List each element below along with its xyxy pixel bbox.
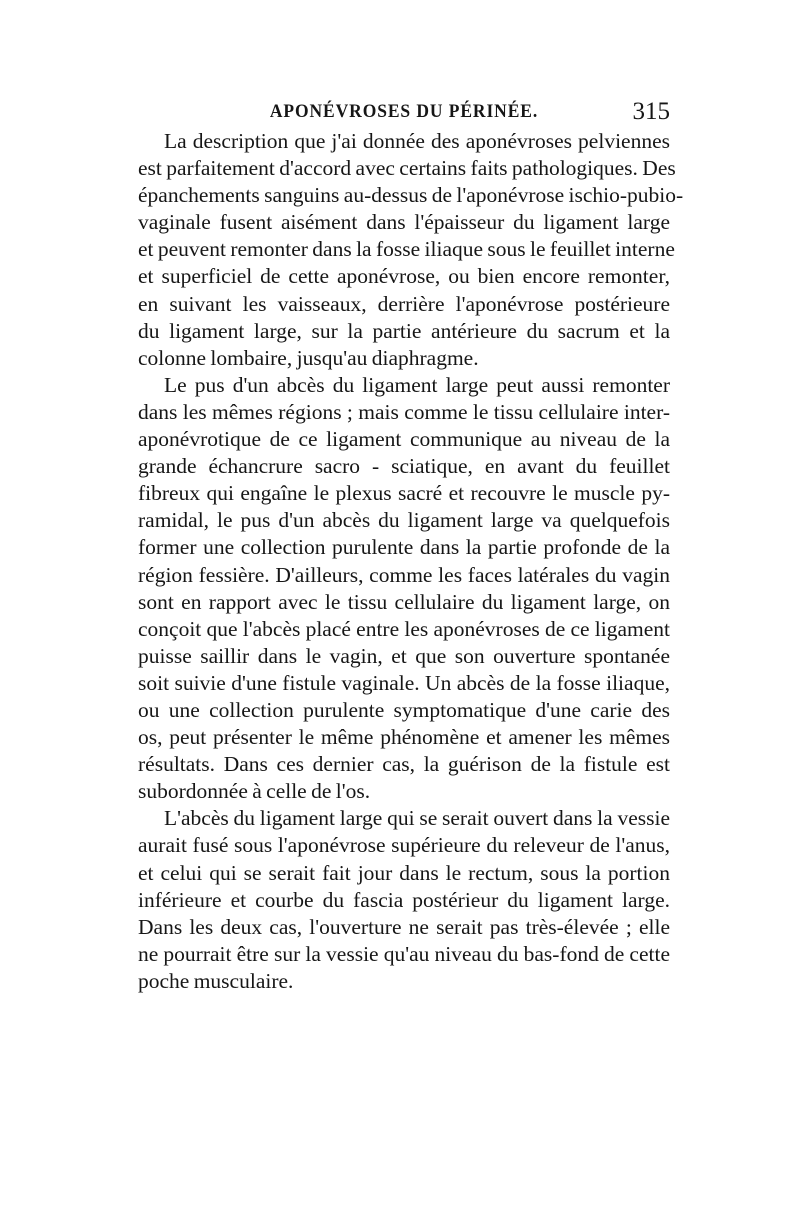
text-line: puisse saillir dans le vagin, et que son ouverture spontanée (138, 643, 670, 668)
text-line: et superficiel de cette aponévrose, ou bien encore remonter, (138, 264, 670, 289)
text-line: résultats. Dans ces dernier cas, la guérison de la fistule est (138, 752, 670, 777)
page-number: 315 (632, 98, 670, 125)
paragraph-2 (138, 372, 670, 806)
text-line: poche musculaire. (138, 968, 294, 993)
text-line: ramidal, le pus d'un abcès du ligament large va quelquefois (138, 508, 670, 533)
text-line: soit suivie d'une fistule vaginale. Un abcès de la fosse iliaque, (138, 670, 670, 695)
text-line: ou une collection purulente symptomatique d'une carie des (138, 697, 670, 722)
paragraph-3 (138, 805, 670, 995)
text-line: sont en rapport avec le tissu cellulaire du ligament large, on (138, 589, 670, 614)
text-line: vaginale fusent aisément dans l'épaisseur du ligament large (138, 210, 670, 235)
text-line: Le pus d'un abcès du ligament large peut aussi remonter (164, 372, 670, 397)
text-line: inférieure et courbe du fascia postérieur du ligament large. (138, 887, 670, 912)
text-line: conçoit que l'abcès placé entre les aponévroses de ce ligament (138, 616, 670, 641)
text-line: et celui qui se serait fait jour dans le rectum, sous la portion (138, 860, 670, 885)
text-line: La description que j'ai donnée des aponévroses pelviennes (164, 129, 670, 153)
text-line: en suivant les vaisseaux, derrière l'aponévrose postérieure (138, 291, 670, 316)
running-title: APONÉVROSES DU PÉRINÉE. (269, 101, 539, 122)
text-line: ne pourrait être sur la vessie qu'au niveau du bas-fond de cette (138, 941, 670, 966)
text-line: grande échancrure sacro - sciatique, en avant du feuillet (138, 454, 670, 479)
text-line: du ligament large, sur la partie antérieure du sacrum et la (138, 318, 670, 343)
text-line: former une collection purulente dans la partie profonde de la (138, 535, 670, 560)
text-line: aponévrotique de ce ligament communique au niveau de la (138, 427, 670, 452)
running-header (138, 98, 670, 126)
paragraph-1 (138, 128, 684, 372)
text-line: subordonnée à celle de l'os. (138, 779, 371, 804)
text-line: aurait fusé sous l'aponévrose supérieure du releveur de l'anus, (138, 833, 670, 858)
text-line: est parfaitement d'accord avec certains faits pathologiques. Des (138, 156, 676, 181)
text-line: et peuvent remonter dans la fosse iliaque sous le feuillet interne (138, 237, 675, 262)
text-line: os, peut présenter le même phénomène et amener les mêmes (138, 725, 670, 750)
body-text (138, 128, 684, 995)
text-line: fibreux qui engaîne le plexus sacré et recouvre le muscle py- (138, 481, 670, 506)
text-line: colonne lombaire, jusqu'au diaphragme. (138, 345, 479, 370)
text-line: L'abcès du ligament large qui se serait ouvert dans la vessie (164, 806, 670, 831)
text-line: région fessière. D'ailleurs, comme les faces latérales du vagin (138, 562, 670, 587)
text-line: épanchements sanguins au-dessus de l'aponévrose ischio-pubio- (138, 183, 684, 208)
text-line: dans les mêmes régions ; mais comme le tissu cellulaire inter- (138, 399, 670, 424)
text-line: Dans les deux cas, l'ouverture ne serait pas très-élevée ; elle (138, 914, 670, 939)
